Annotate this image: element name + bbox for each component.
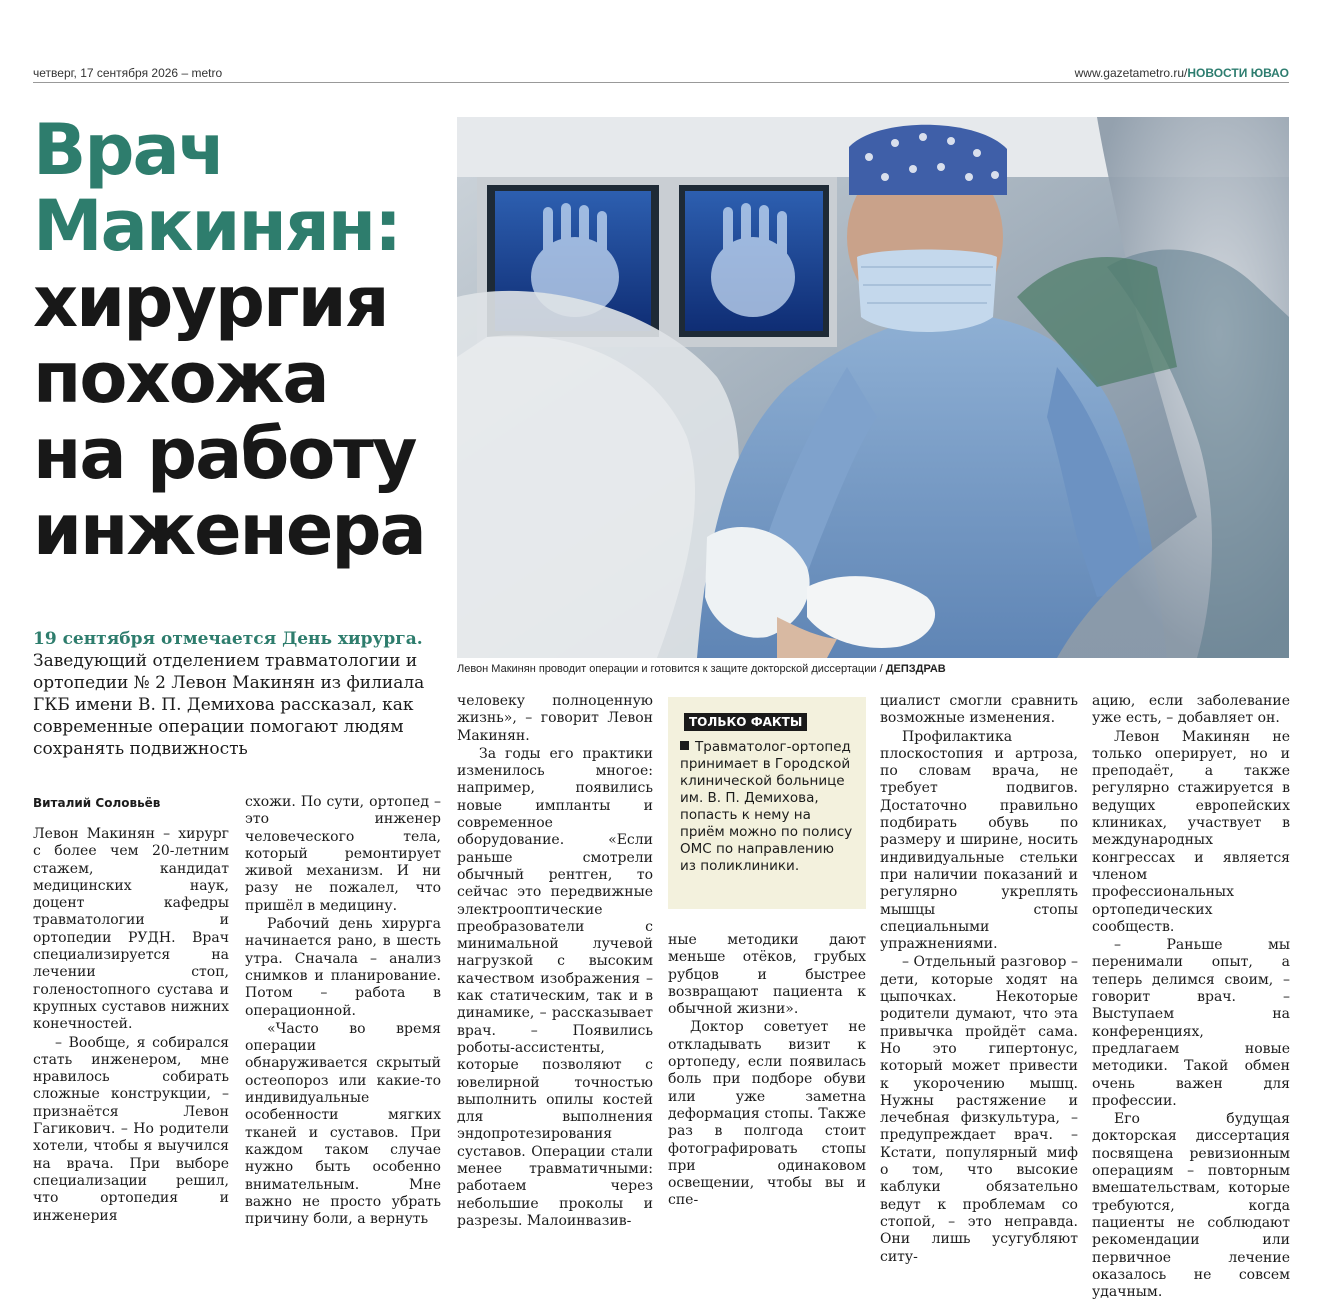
headline-line-6: инженера <box>33 489 425 571</box>
lead-highlight: 19 сентября отмечается День хирурга. <box>33 629 423 649</box>
issue-date-line: четверг, 17 сентября 2026 – metro <box>33 66 223 80</box>
article-column-1 <box>33 826 229 1225</box>
lead-text: Заведующий отделением травматологии и ортопедии № 2 Левон Макинян из филиала ГКБ имени В. П. Демихова рассказал, как современные операции помогают людям сохранять подвижность <box>33 651 425 759</box>
facts-badge: ТОЛЬКО ФАКТЫ <box>684 713 807 731</box>
header-divider <box>33 82 1289 83</box>
article-column-3 <box>457 693 653 1230</box>
headline-line-3: хирургия <box>33 261 388 343</box>
paragraph: Левон Макинян не только оперирует, но и преподаёт, а также регулярно стажируется в ведущих европейских клиниках, участвует в международных конгрессах и является членом профессиональных ортопедических сообществ. <box>1092 728 1290 935</box>
headline-line-4: похожа <box>33 337 328 419</box>
headline-line-1: Врач <box>33 109 224 191</box>
paragraph: человеку полноценную жизнь», – говорит Левон Макинян. <box>457 693 653 744</box>
headline-line-2: Макинян: <box>33 185 401 267</box>
section-name: НОВОСТИ ЮВАО <box>1187 66 1289 80</box>
article-photo <box>457 117 1289 658</box>
paragraph: Профилактика плоскостопия и артроза, по словам врача, не требует подвигов. Достаточно правильно подбирать обувь по размеру и ширине, носить индивидуальные стельки при наличии показаний и регулярно укреплять мышцы стопы специальными упражнениями. <box>880 728 1078 953</box>
surgeon-photo-illustration <box>457 117 1289 658</box>
paragraph: ные методики дают меньше отёков, грубых рубцов и быстрее возвращают пациента к обычной жизни». <box>668 932 866 1018</box>
paragraph: схожи. По сути, ортопед – это инженер человеческого тела, который ремонтирует живой механизм. И ни разу не пожалел, что пришёл в медицину. <box>245 794 441 914</box>
article-column-2 <box>245 794 441 1228</box>
paragraph: Доктор советует не откладывать визит к ортопеду, если появилась боль при подборе обуви или уже заметна деформация стопы. Также раз в полгода стоит фотографировать стопы при одинаковом освещении, чтобы вы и спе- <box>668 1019 866 1209</box>
bullet-square-icon <box>680 741 689 750</box>
facts-text-block <box>680 739 854 875</box>
author-byline: Виталий Соловьёв <box>33 796 161 810</box>
site-url[interactable]: www.gazetametro.ru/ <box>1074 66 1188 80</box>
section-header <box>1075 66 1289 80</box>
paragraph: Левон Макинян – хирург с более чем 20-летним стажем, кандидат медицинских наук, доцент кафедры травматологии и ортопедии РУДН. Врач специализируется на лечении стоп, голеностопного сустава и крупных суставов нижних конечностей. <box>33 826 229 1033</box>
paragraph: – Вообще, я собирался стать инженером, мне нравилось собирать сложные конструкции, – признаётся Левон Гагикович. – Но родители хотели, чтобы я выучился на врача. При выборе специализации решил, что ортопедия и инженерия <box>33 1034 229 1224</box>
photo-credit: ДЕПЗДРАВ <box>885 663 946 675</box>
paragraph: циалист смогли сравнить возможные изменения. <box>880 693 1078 727</box>
article-lead <box>33 628 443 760</box>
paragraph: Рабочий день хирурга начинается рано, в шесть утра. Сначала – анализ снимков и планирование. Потом – работа в операционной. <box>245 916 441 1019</box>
article-column-5 <box>880 693 1078 1266</box>
paragraph: За годы его практики изменилось многое: например, появились новые импланты и современное оборудование. «Если раньше смотрели обычный рентген, то сейчас это передвижные электрооптические преобразователи с минимальной лучевой нагрузкой с высоким качеством изображения – как статическим, так и в динамике, – рассказывает врач. – Появились роботы-ассистенты, которые позволяют с ювелирной точностью выполнить опилы костей для выполнения эндопротезирования суставов. Операции стали менее травматичными: работаем через небольшие проколы и разрезы. Малоинвазив- <box>457 745 653 1229</box>
paragraph: Его будущая докторская диссертация посвящена ревизионным операциям – повторным вмешательствам, которые требуются, когда пациенты не соблюдают рекомендации или первичное лечение оказалось не совсем удачным. <box>1092 1111 1290 1301</box>
facts-box <box>668 697 866 909</box>
article-column-4 <box>668 932 866 1210</box>
paragraph: – Отдельный разговор – дети, которые ходят на цыпочках. Некоторые родители думают, что эта привычка пройдёт сама. Но это гипертонус, который может привести к укорочению мышц. Нужны растяжение и лечебная физкультура, – предупреждает врач. – Кстати, популярный миф о том, что высокие каблуки обязательно ведут к проблемам со стопой, – это неправда. Они лишь усугубляют ситу- <box>880 954 1078 1265</box>
article-column-6 <box>1092 693 1290 1301</box>
paragraph: ацию, если заболевание уже есть, – добавляет он. <box>1092 693 1290 727</box>
caption-text: Левон Макинян проводит операции и готовится к защите докторской диссертации / <box>457 663 886 675</box>
article-headline <box>33 109 448 571</box>
paragraph: «Часто во время операции обнаруживается скрытый остеопороз или какие-то индивидуальные особенности мягких тканей и суставов. При каждом таком случае нужно быть особенно внимательным. Мне важно не просто убрать причину боли, а вернуть <box>245 1020 441 1228</box>
photo-caption <box>457 663 1289 675</box>
paragraph: – Раньше мы перенимали опыт, а теперь делимся своим, – говорит врач. – Выступаем на конференциях, предлагаем новые методики. Такой обмен очень важен для профессии. <box>1092 937 1290 1109</box>
facts-text: Травматолог-ортопед принимает в Городской клинической больнице им. В. П. Демихова, попасть к нему на приём можно по полису ОМС по направлению из поликлиники. <box>680 739 853 874</box>
headline-line-5: на работу <box>33 413 416 495</box>
